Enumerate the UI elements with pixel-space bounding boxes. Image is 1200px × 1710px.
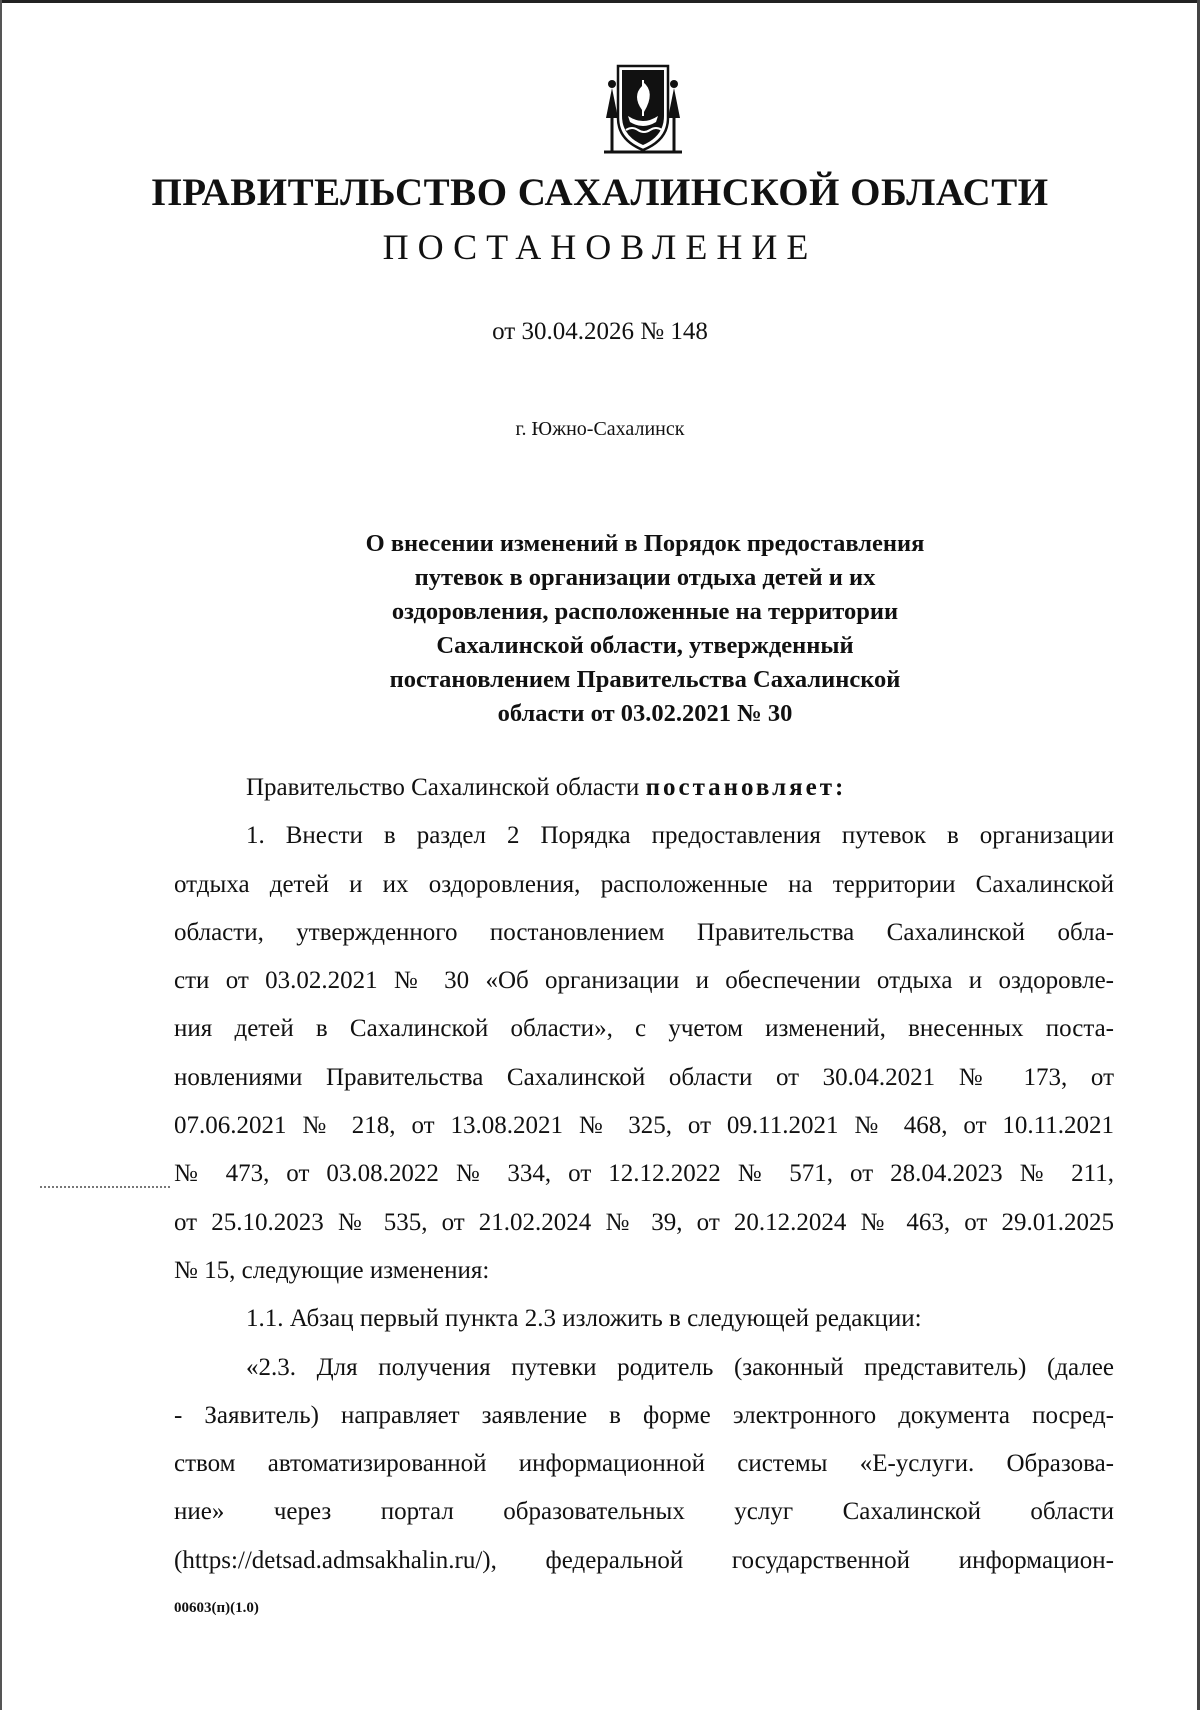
intro-paragraph [174, 764, 1114, 812]
subject-line: Сахалинской области, утвержденный [436, 632, 854, 659]
government-title: ПРАВИТЕЛЬСТВО САХАЛИНСКОЙ ОБЛАСТИ [151, 171, 1049, 214]
paragraph-line: 07.06.2021 № 218, от 13.08.2021 № 325, от 09.11.2021 № 468, от 10.11.2021 [174, 1112, 1114, 1140]
subject-line: О внесении изменений в Порядок предоставления [365, 530, 925, 557]
subparagraph-1-1: 1.1. Абзац первый пункта 2.3 изложить в следующей редакции: [246, 1305, 922, 1333]
document-city: г. Южно-Сахалинск [515, 418, 685, 440]
paragraph-line: ством автоматизированной информационной системы «Е-услуги. Образова- [174, 1450, 1114, 1478]
paragraph-line: от 25.10.2023 № 535, от 21.02.2024 № 39, от 20.12.2024 № 463, от 29.01.2025 [174, 1208, 1114, 1236]
paragraph-line: 1. Внести в раздел 2 Порядка предоставления путевок в организации [246, 822, 1114, 850]
scan-edge-top [0, 0, 1200, 3]
paragraph-line: отдыха детей и их оздоровления, расположенные на территории Сахалинской [174, 870, 1114, 898]
intro-resolves: постановляет: [645, 774, 847, 801]
scan-dotted-mark [40, 1186, 170, 1190]
subject-line: области от 03.02.2021 № 30 [497, 700, 793, 727]
paragraph-line: области, утвержденного постановлением Правительства Сахалинской обла- [174, 918, 1114, 946]
paragraph-line: № 15, следующие изменения: [174, 1256, 490, 1284]
paragraph-line: № 473, от 03.08.2022 № 334, от 12.12.2022 № 571, от 28.04.2023 № 211, [174, 1160, 1114, 1188]
subject-line: оздоровления, расположенные на территории [391, 598, 899, 625]
coat-of-arms-icon [598, 58, 688, 158]
paragraph-line: - Заявитель) направляет заявление в форме электронного документа посред- [174, 1401, 1114, 1429]
paragraph-line: «2.3. Для получения путевки родитель (законный представитель) (далее [246, 1353, 1114, 1381]
intro-text: Правительство Сахалинской области [246, 774, 646, 801]
subject-line: постановлением Правительства Сахалинской [389, 666, 901, 693]
document-type: ПОСТАНОВЛЕНИЕ [382, 227, 818, 267]
subject-line: путевок в организации отдыха детей и их [414, 564, 876, 591]
document-body [174, 764, 1114, 1585]
document-date-number: от 30.04.2026 № 148 [492, 318, 708, 345]
paragraph-line: ние» через портал образовательных услуг Сахалинской области [174, 1498, 1114, 1526]
form-code: 00603(п)(1.0) [174, 1600, 259, 1616]
paragraph-line: ния детей в Сахалинской области», с учетом изменений, внесенных поста- [174, 1015, 1114, 1043]
paragraph-line: (https://detsad.admsakhalin.ru/), федеральной государственной информацион- [174, 1546, 1114, 1574]
document-subject [330, 527, 960, 731]
paragraph-line: сти от 03.02.2021 № 30 «Об организации и обеспечении отдыха и оздоровле- [174, 967, 1114, 995]
paragraph-line: новлениями Правительства Сахалинской области от 30.04.2021 № 173, от [174, 1063, 1114, 1091]
